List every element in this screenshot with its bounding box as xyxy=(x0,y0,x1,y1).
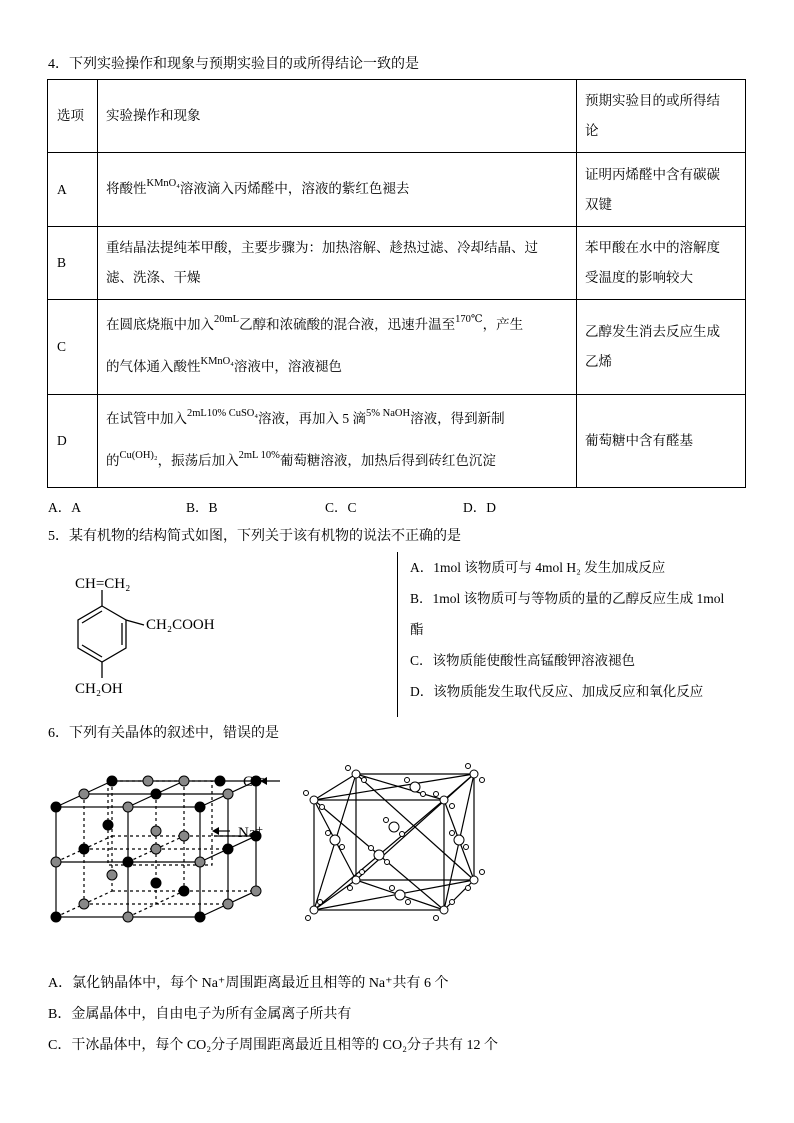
row-d-cu-oh: Cu(OH)₂ xyxy=(119,450,158,461)
row-d-op2b: ，振荡后加入 xyxy=(157,453,239,468)
vertical-divider xyxy=(397,552,398,717)
header-conclusion-line2: 论 xyxy=(585,123,599,138)
q5-option-b-line1[interactable]: B．1mol 该物质可与等物质的量的乙醇反应生成 1mol xyxy=(410,591,725,606)
row-a-reagent: KMnO₄ xyxy=(146,177,180,189)
row-d-operation xyxy=(98,395,577,488)
header-option: 选项 xyxy=(48,80,98,153)
row-c-op1c: ，产生 xyxy=(482,317,524,332)
row-a-op-text1: 将酸性 xyxy=(106,180,147,196)
row-b-con1: 苯甲酸在水中的溶解度 xyxy=(585,240,720,255)
table-header-row xyxy=(48,80,746,153)
vinyl-group: CH=CH₂ xyxy=(75,576,131,592)
hydroxymethyl-group: CH₂OH xyxy=(75,681,123,697)
row-d-solution2: 5% NaOH xyxy=(366,408,411,419)
row-c-con1: 乙醇发生消去反应生成 xyxy=(585,324,720,339)
acetic-group: CH₂COOH xyxy=(146,617,215,633)
row-b-op1: 重结晶法提纯苯甲酸，主要步骤为：加热溶解、趁热过滤、冷却结晶、过 xyxy=(106,240,538,255)
row-a-conclusion xyxy=(577,153,746,227)
q6-title: 6．下列有关晶体的叙述中，错误的是 xyxy=(48,726,279,741)
table-row-b xyxy=(48,227,746,300)
q6-option-a[interactable]: A．氯化钠晶体中，每个 Na⁺周围距离最近且相等的 Na⁺共有 6 个 xyxy=(48,976,449,991)
row-c-con2: 乙烯 xyxy=(585,354,612,369)
row-c-op2b: 溶液中，溶液褪色 xyxy=(233,359,342,374)
q5-option-d[interactable]: D．该物质能发生取代反应、加成反应和氧化反应 xyxy=(410,684,704,699)
chloride-label: Cl⁻ xyxy=(243,774,266,790)
q4-table xyxy=(47,79,746,488)
row-b-con2: 受温度的影响较大 xyxy=(585,270,693,285)
row-d-solution3: 2mL 10% xyxy=(238,450,280,461)
row-c-volume: 20mL xyxy=(214,314,240,325)
row-d-conclusion: 葡萄糖中含有醛基 xyxy=(577,395,746,488)
table-row-a xyxy=(48,153,746,227)
dry-ice-crystal-diagram xyxy=(296,760,496,925)
table-row-d xyxy=(48,395,746,488)
q4-answer-a[interactable]: A．A xyxy=(48,500,81,515)
q5-option-b-line2[interactable]: 酯 xyxy=(410,622,424,637)
q5-title: 5．某有机物的结构简式如图，下列关于该有机物的说法不正确的是 xyxy=(48,529,461,544)
row-b-operation xyxy=(98,227,577,300)
row-d-op2c: 葡萄糖溶液，加热后得到砖红色沉淀 xyxy=(279,453,496,468)
row-b-conclusion xyxy=(577,227,746,300)
row-a-con1: 证明丙烯醛中含有碳碳 xyxy=(585,166,720,182)
sodium-label: Na⁺ xyxy=(238,825,264,841)
q4-answer-c[interactable]: C．C xyxy=(325,500,357,515)
row-c-operation xyxy=(98,300,577,395)
row-d-op1c: 溶液，得到新制 xyxy=(410,411,505,426)
q4-answer-b[interactable]: B．B xyxy=(186,500,218,515)
q4-title: 4．下列实验操作和现象与预期实验目的或所得结论一致的是 xyxy=(48,57,419,72)
header-conclusion-line1: 预期实验目的或所得结 xyxy=(585,93,720,108)
q6-option-b[interactable]: B．金属晶体中，自由电子为所有金属离子所共有 xyxy=(48,1007,352,1022)
row-d-op1b: 溶液，再加入 5 滴 xyxy=(258,411,367,426)
row-c-op2a: 的气体通入酸性 xyxy=(106,359,201,374)
row-d-op2a: 的 xyxy=(106,453,120,468)
row-d-op1a: 在试管中加入 xyxy=(106,411,187,426)
row-a-operation xyxy=(98,153,577,227)
q5-option-a[interactable]: A．1mol 该物质可与 4mol H₂ 发生加成反应 xyxy=(410,560,666,575)
row-c-op1b: 乙醇和浓硫酸的混合液，迅速升温至 xyxy=(239,317,456,332)
q6-option-c[interactable]: C．干冰晶体中，每个 CO₂分子周围距离最近且相等的 CO₂分子共有 12 个 xyxy=(48,1038,498,1053)
table-row-c xyxy=(48,300,746,395)
row-a-con2: 双键 xyxy=(585,196,612,212)
row-b-label: B xyxy=(48,227,98,300)
row-c-reagent: KMnO₄ xyxy=(200,356,234,367)
row-c-temperature: 170℃ xyxy=(455,314,483,325)
row-c-label: C xyxy=(48,300,98,395)
row-d-label: D xyxy=(48,395,98,488)
row-b-op2: 滤、洗涤、干燥 xyxy=(106,270,201,285)
row-d-solution1: 2mL10% CuSO₄ xyxy=(187,408,259,419)
row-c-op1a: 在圆底烧瓶中加入 xyxy=(106,317,214,332)
header-operation: 实验操作和现象 xyxy=(98,80,577,153)
q5-option-c[interactable]: C．该物质能使酸性高锰酸钾溶液褪色 xyxy=(410,653,636,668)
row-a-label: A xyxy=(48,153,98,227)
q4-answer-d[interactable]: D．D xyxy=(463,500,496,515)
header-conclusion xyxy=(577,80,746,153)
row-c-conclusion xyxy=(577,300,746,395)
row-a-op-text2: 溶液滴入丙烯醛中，溶液的紫红色褪去 xyxy=(179,180,410,196)
